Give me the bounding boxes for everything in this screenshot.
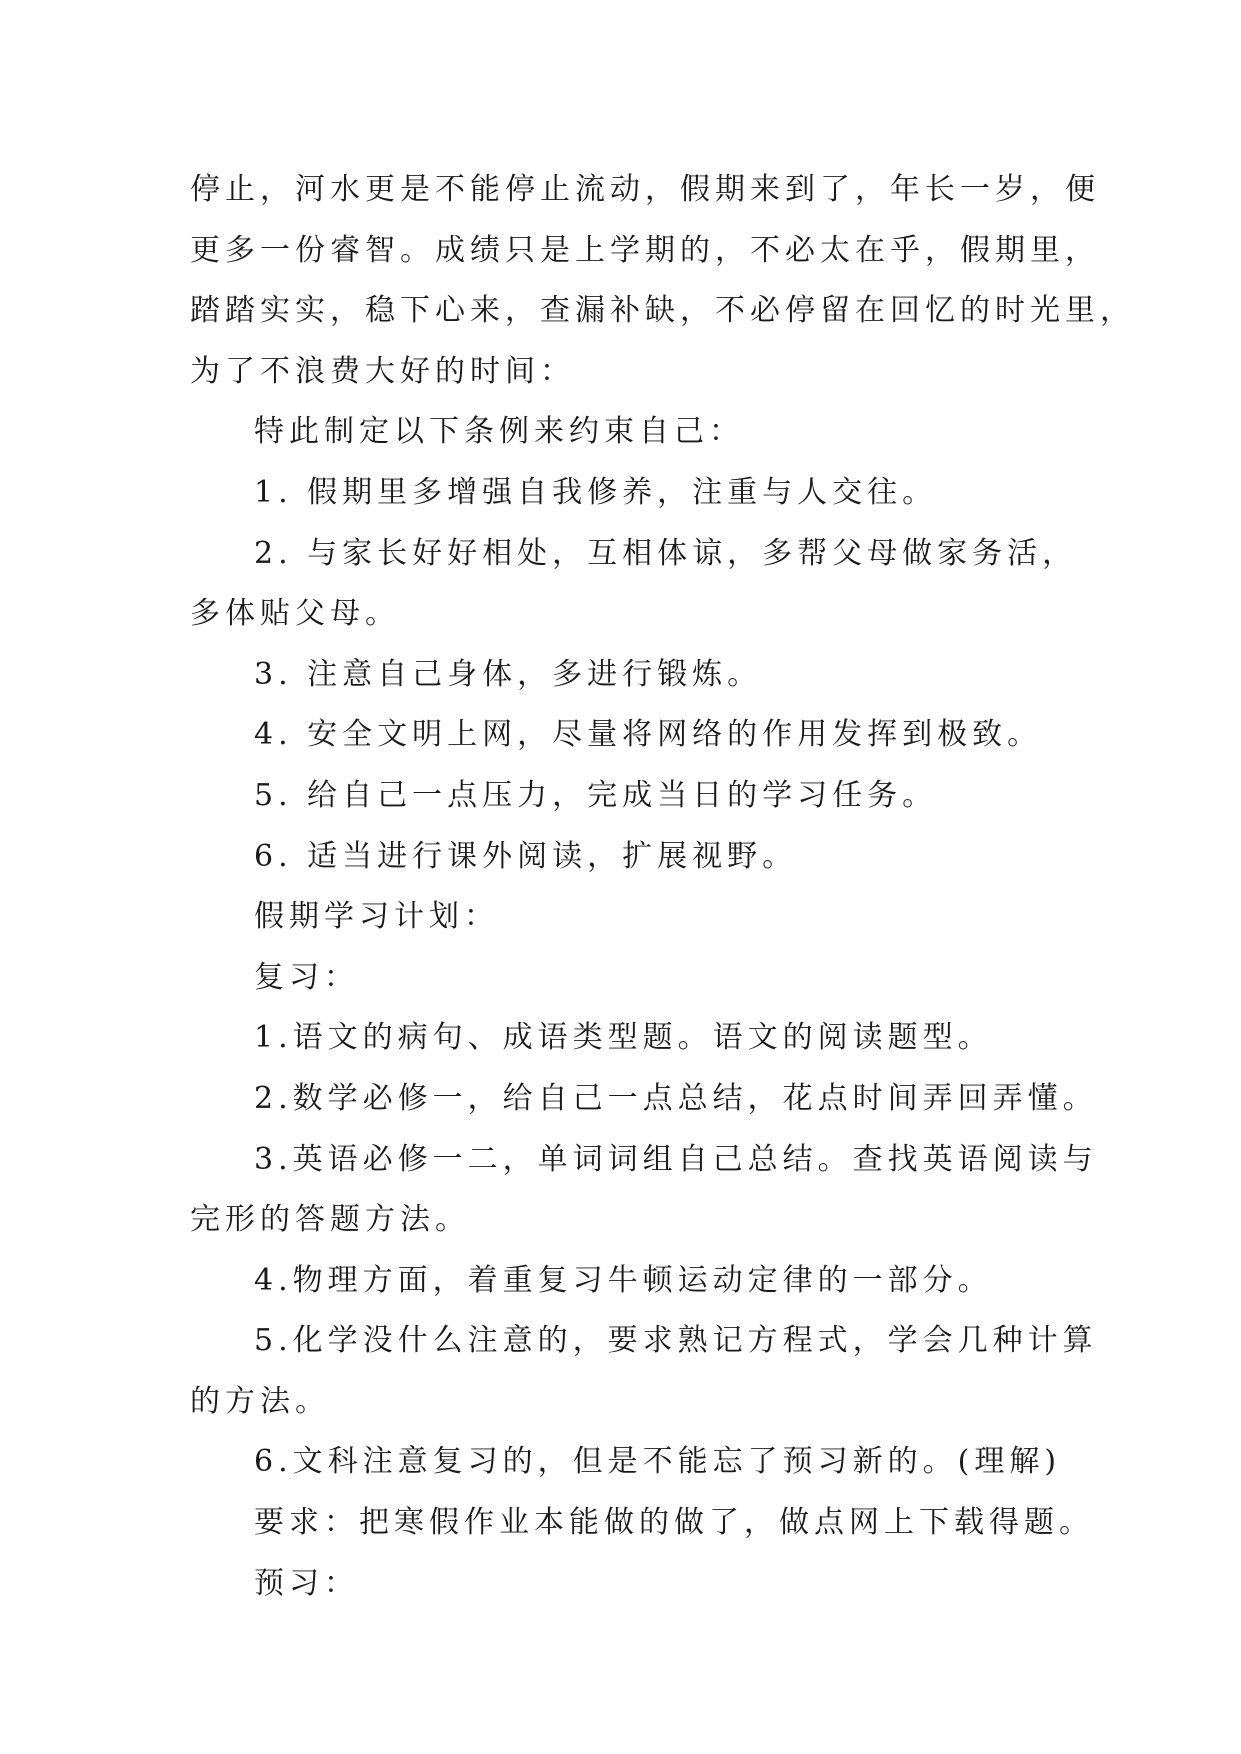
text-line: 4.物理方面，着重复习牛顿运动定律的一部分。	[254, 1262, 993, 1298]
text-line: 多体贴父母。	[190, 596, 400, 632]
text-line: 1.语文的病句、成语类型题。语文的阅读题型。	[254, 1020, 993, 1056]
text-line: 踏踏实实，稳下心来，查漏补缺，不必停留在回忆的时光里，	[190, 293, 1135, 329]
text-line: 完形的答题方法。	[190, 1202, 470, 1238]
text-line: 5. 给自己一点压力，完成当日的学习任务。	[254, 777, 938, 813]
text-line: 2. 与家长好好相处，互相体谅，多帮父母做家务活，	[254, 535, 1078, 571]
text-line: 4. 安全文明上网，尽量将网络的作用发挥到极致。	[254, 717, 1043, 753]
text-line: 预习：	[254, 1565, 359, 1601]
text-line: 为了不浪费大好的时间：	[190, 353, 575, 389]
text-line: 要求：把寒假作业本能做的做了，做点网上下载得题。	[254, 1505, 1094, 1541]
text-line: 2.数学必修一，给自己一点总结，花点时间弄回弄懂。	[254, 1080, 1098, 1116]
text-line: 3. 注意自己身体，多进行锻炼。	[254, 656, 763, 692]
text-line: 复习：	[254, 959, 359, 995]
text-line: 的方法。	[190, 1383, 330, 1419]
text-line: 5.化学没什么注意的，要求熟记方程式，学会几种计算	[254, 1323, 1098, 1359]
document-body	[190, 160, 1135, 1614]
text-line: 更多一份睿智。成绩只是上学期的，不必太在乎，假期里，	[190, 232, 1100, 268]
text-line: 3.英语必修一二，单词词组自己总结。查找英语阅读与	[254, 1141, 1098, 1177]
text-line: 假期学习计划：	[254, 899, 499, 935]
text-line: 1. 假期里多增强自我修养，注重与人交往。	[254, 474, 938, 510]
text-line: 特此制定以下条例来约束自己：	[254, 414, 744, 450]
text-line: 6.文科注意复习的，但是不能忘了预习新的。(理解)	[254, 1444, 1062, 1480]
text-line: 停止，河水更是不能停止流动，假期来到了，年长一岁，便	[190, 172, 1100, 207]
text-line: 6. 适当进行课外阅读，扩展视野。	[254, 838, 798, 874]
